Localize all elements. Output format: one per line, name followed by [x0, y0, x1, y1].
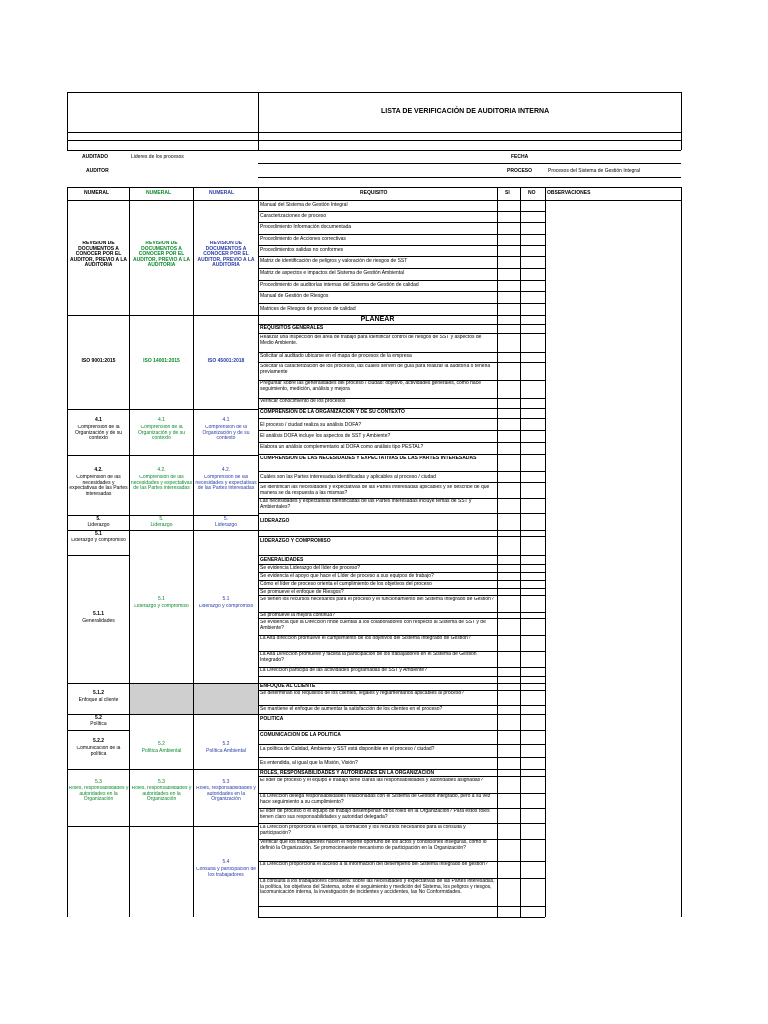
requisito-item: Se evidencia Liderazgo del líder de proceso? — [260, 565, 361, 571]
numeral-5-2-45001-text: Política Ambiental — [206, 748, 246, 754]
numeral-5-3-14001-text: Roles, responsabilidades y autoridades en la Organización — [131, 786, 192, 803]
numeral-5-2-14001: 5.2 — [158, 741, 165, 747]
auditado-label: AUDITADO — [82, 154, 109, 160]
section-heading: POLITICA — [260, 716, 284, 722]
numeral-4-1-14001-text: Comprensión de la Organización y de su contexto — [138, 425, 185, 442]
rule — [67, 826, 258, 827]
section-heading: COMPRENSION DE LA ORGANIZACIÓN Y DE SU CONTEXTO — [260, 409, 405, 415]
requisito-item: Procedimiento de auditorías internas del Sistema de Gestión de calidad — [260, 282, 419, 288]
numeral-5-1-9001: 5.1 — [95, 531, 102, 537]
numeral-4-1-9001-text: Comprensión de la Organización y de su contexto — [75, 425, 122, 442]
numeral-5-3-45001-text: Roles, responsabilidades y autoridades en la Organización — [196, 786, 256, 803]
requisito-item: Se evidencia el apoyo que hace el Líder de proceso a sus equipos de trabajo? — [260, 573, 434, 579]
requisito-row-line — [258, 280, 545, 281]
requisito-row-line — [258, 430, 545, 431]
requisito-item: La política de Calidad, Ambiente y SST está disponible en el proceso / ciudad? — [260, 746, 435, 752]
requisito-row-line — [258, 442, 545, 443]
numeral-5-9001-text: Liderazgo — [87, 522, 110, 528]
col-si: SI — [505, 190, 510, 196]
requisito-row-line — [258, 333, 545, 334]
requisito-item: Se promueve la mejora continua? — [260, 612, 335, 618]
numeral-5-1-14001: 5.1 — [158, 596, 165, 602]
requisito-row-line — [258, 256, 545, 257]
requisito-item: Se determinan los requisitos de los clientes, legales y reglamentarios aplicables al proceso? — [260, 691, 464, 696]
requisito-row-line — [258, 530, 545, 531]
section-heading: COMPRENSION DE LAS NECESIDADES Y EXPECTATIVAS DE LAS PARTES INTERESADAS — [260, 456, 477, 461]
requisito-row-line — [258, 917, 545, 918]
iso-14001-label: ISO 14001:2015 — [143, 358, 180, 364]
requisito-item: Se promueve el enfoque de Riesgos? — [260, 589, 344, 595]
numeral-4-1-45001: 4.1 — [222, 417, 230, 423]
requisito-item: Las necesidades y expectativas identificadas de las Partes interesadas incluye temas de SST y Ambientales? — [260, 499, 472, 510]
iso-45001-label: ISO 45001:2018 — [207, 358, 245, 364]
rule — [258, 177, 681, 178]
requisito-item: La Dirección delega responsabilidades relacionadas con el Sistema de Gestión integrado, pero a su vez hace seguimiento a su cumplimiento? — [260, 794, 491, 805]
col-numeral-14001: NUMERAL — [146, 190, 171, 196]
requisito-item: La Dirección proporciona el acceso a la información del desempeño del Sistema Integrado de gestión? — [260, 862, 488, 867]
requisito-item: La Dirección proporciona el tiempo, la formación y los recursos necesarios para la consulta y participación? — [260, 825, 466, 836]
requisito-row-line — [258, 234, 545, 235]
auditado-value: Lideres de los procesos — [131, 154, 184, 160]
section-heading: REQUISITOS GENERALES — [260, 325, 324, 331]
numeral-5-1-2: 5.1.2 — [92, 690, 105, 696]
numeral-5-9001: 5. — [96, 516, 101, 522]
requisito-row-line — [258, 303, 545, 304]
proceso-value: Procesos del Sistema de Gestión Integral — [548, 168, 640, 174]
requisito-item: Cómo el líder de proceso orienta el cumplimiento de los objetivos del proceso — [260, 581, 432, 587]
numeral-4-2-9001-text: Comprensión de las necesidades y expectativas de las Partes interesadas — [69, 475, 128, 497]
requisito-item: Se mantiene el enfoque de aumentar la satisfacción de los clientes en el proceso? — [260, 706, 443, 712]
section-heading: ENFOQUE AL CLIENTE — [260, 683, 316, 689]
rule — [258, 92, 259, 150]
col-numeral-9001: NUMERAL — [84, 190, 109, 196]
requisito-item: El análisis DOFA incluye los aspectos de SST y Ambiente? — [260, 433, 391, 439]
requisito-row-line — [258, 676, 545, 677]
numeral-5-3-45001: 5.3 — [222, 779, 230, 785]
numeral-5-1-9001-text: Liderazgo y compromiso — [71, 538, 126, 543]
rule — [681, 92, 682, 150]
requisito-row-line — [258, 536, 545, 537]
rule — [67, 200, 681, 201]
auditor-label: AUDITOR — [86, 168, 109, 174]
revision-documentos-9001: REVISION DE DOCUMENTOS A CONOCER POR EL AUDITOR, PREVIO A LA AUDITORIA — [69, 241, 128, 269]
rule — [67, 92, 681, 93]
requisito-item: La Dirección participa de las actividades programadas de SST y Ambiente? — [260, 667, 427, 673]
requisito-row-line — [258, 471, 545, 472]
requisito-item: La Alta Dirección promueve y facilita la participación de los trabajadores en el Sistema de Gestión Integrado? — [260, 652, 477, 663]
requisito-item: Se evidencia que la Dirección rinde cuentas a los colaboradores con respecto al Sistema de SST y de Ambiente? — [260, 620, 486, 631]
rule — [258, 163, 681, 164]
rule — [67, 455, 258, 456]
requisito-row-line — [258, 268, 545, 269]
numeral-5-2-2-text: Comunicación de la política — [76, 746, 121, 757]
requisito-item: Verificar conocimiento de los procesos — [260, 398, 346, 404]
requisito-item: Se identifican las necesidades y expectativas de las Partes interesadas aplicables y se describe de qué manera se da respuesta a las mismas? — [260, 485, 490, 496]
numeral-5-45001-text: Liderazgo — [215, 522, 237, 528]
col-no: NO — [528, 190, 536, 196]
numeral-5-3-9001: 5.3 — [95, 779, 102, 785]
numeral-5-3-14001: 5.3 — [158, 779, 165, 785]
requisito-item: Preguntar sobre las generalidades del proceso / ciudad: objetivo, actividades generales, cómo hace seguimiento, medición, análisis y mejora — [260, 381, 481, 392]
numeral-5-2-45001: 5.2 — [222, 741, 230, 747]
requisito-row-line — [258, 291, 545, 292]
requisito-row-line — [258, 744, 545, 745]
section-heading: ROLES, RESPONSABILIDADES Y AUTORIDADES EN LA ORGANIZACIÓN — [260, 770, 435, 776]
requisito-item: Realizar una inspección del área de trabajo para identificar control de riesgos de SST y aspectos de Medio Ambiente. — [260, 335, 482, 346]
rule — [67, 132, 681, 133]
requisito-item: Caracterizaciones de proceso — [260, 213, 327, 219]
col-requisito: REQUISITO — [360, 190, 388, 196]
requisito-row-line — [258, 513, 545, 514]
numeral-5-1-45001-text: Liderazgo y compromiso — [198, 604, 254, 609]
requisito-item: El líder de proceso y el equipo e trabajo tiene claras las responsabilidades y autoridades asignadas? — [260, 778, 483, 783]
page-title: LISTA DE VERIFICACIÓN DE AUDITORIA INTERNA — [381, 108, 550, 115]
requisito-row-line — [258, 555, 545, 556]
rule — [67, 92, 68, 150]
numeral-4-2-45001-text: Comprensión de las necesidades y expectativas de las Partes interesadas — [195, 475, 257, 492]
rule — [67, 315, 258, 316]
col-observaciones: OBSERVACIONES — [547, 190, 591, 196]
revision-documentos-14001: REVISION DE DOCUMENTOS A CONOCER POR EL AUDITOR, PREVIO A LA AUDITORIA — [132, 241, 191, 269]
requisito-row-line — [258, 245, 545, 246]
rule — [67, 150, 681, 151]
requisito-item: Se tienen los recursos necesarios para el proceso y el funcionamiento del Sistema Integrado de Gestión? — [260, 597, 494, 602]
requisito-item: Solicitar la caracterización de los procesos, las cuales serven de guía para realizar la auditoría o tenerla previamente — [260, 364, 491, 375]
requisito-item: Es entendida, al igual que la Misión, Visión? — [260, 760, 358, 766]
requisito-row-line — [258, 454, 545, 455]
requisito-row-line — [258, 418, 545, 419]
fecha-label: FECHA — [511, 154, 529, 160]
numeral-5-1-1: 5.1.1 — [92, 611, 105, 617]
section-heading: LIDERAZGO — [260, 518, 290, 524]
requisito-item: La consulta a los trabajadores considera: sobre las necesidades y expectativas de las Partes interesadas, la política, los objetivos del Sistema, sobre el seguimiento y medición del Sistema, los peligros y riesgos, lacomunicación interna, la investigación de incidentes y accidentes, las No Conformidades. — [260, 879, 495, 896]
numeral-5-1-1-text: Generalidades — [82, 618, 115, 624]
numeral-4-1-45001-text: Comprensión de la Organización y de su contexto — [202, 425, 250, 442]
requisito-item: El líder de proceso o el equipo de trabajo desempeñan otros roles en la Organización? Para estos roles tienen claro sus responsabilidades y autoridad delegada? — [260, 809, 490, 820]
requisito-item: Manual de Gestión de Riesgos — [260, 293, 329, 299]
numeral-5-1-2-text: Enfoque al cliente — [78, 697, 119, 703]
requisito-item: Procedimiento de Acciones correctivas — [260, 236, 346, 242]
requisito-item: Solicitar al auditado ubicarse en el mapa de procesos de la empresa — [260, 353, 412, 359]
numeral-4-2-9001: 4.2. — [94, 467, 103, 473]
numeral-5-14001-text: Liderazgo — [150, 522, 173, 528]
requisito-item: Cuáles son las Partes interesadas identificadas y aplicables al proceso / ciudad — [260, 474, 436, 480]
section-planear: PLANEAR — [360, 316, 395, 323]
requisito-item: Verificar que los trabajadores hacen el reporte oportuno de los actos y condiciones inseguras, como lo definió la Organización. Se promocionaeste mecanismo de participación en la Organización? — [260, 840, 487, 851]
requisito-item: Matriz de identificación de peligros y valoración de riesgos de SST — [260, 258, 408, 264]
rule — [67, 140, 681, 141]
numeral-5-1-14001-text: Liderazgo y compromiso — [134, 604, 189, 609]
numeral-5-4-45001-text: Consulta y participación de los trabajadores — [195, 867, 257, 878]
numeral-5-1-45001: 5.1 — [222, 596, 230, 602]
requisito-row-line — [258, 482, 545, 483]
requisito-item: El proceso / ciudad realiza su análisis DOFA? — [260, 422, 362, 428]
numeral-5-2-9001-text: Política — [90, 721, 107, 727]
numeral-4-1-9001: 4.1 — [95, 417, 102, 423]
section-heading: GENERALIDADES — [260, 557, 304, 563]
requisito-item: Elabora un análisis complementario al DOFA como análisis tipo PESTAL? — [260, 444, 424, 450]
requisito-row-line — [258, 823, 545, 824]
requisito-row-line — [258, 211, 545, 212]
rule — [545, 187, 546, 917]
numeral-5-2-2: 5.2.2 — [92, 738, 105, 744]
rule — [67, 409, 258, 410]
requisito-row-line — [258, 757, 545, 758]
numeral-4-2-14001: 4.2. — [157, 467, 166, 473]
rule — [67, 730, 129, 731]
numeral-4-2-45001: 4.2. — [221, 467, 231, 473]
revision-documentos-45001: REVISION DE DOCUMENTOS A CONOCER POR EL AUDITOR, PREVIO A LA AUDITORIA — [197, 241, 255, 269]
proceso-label: PROCESO — [507, 168, 533, 174]
requisito-row-line — [258, 222, 545, 223]
col-numeral-45001: NUMERAL — [209, 190, 234, 196]
rule — [67, 769, 258, 770]
section-heading: LIDERAZGO Y COMPROMISO — [260, 538, 331, 544]
requisito-item: Matriz de aspectos e impactos del Sistema de Gestión Ambiental — [260, 270, 404, 276]
numeral-5-14001: 5. — [159, 516, 164, 522]
numeral-5-4-45001: 5.4 — [222, 859, 230, 865]
rule — [67, 187, 681, 188]
requisito-item: Matrices de Riesgos de proceso de calidad — [260, 306, 356, 312]
empty-cell — [130, 684, 193, 714]
numeral-4-2-14001-text: Comprensión de las necesidades y expectativas de las Partes interesadas — [130, 475, 193, 492]
requisito-item: Procedimiento Información documentada — [260, 224, 352, 230]
numeral-5-3-9001-text: Roles, responsabilidades y autoridades en la Organización — [68, 786, 129, 803]
numeral-5-2-9001: 5.2 — [95, 715, 102, 721]
requisito-item: La Alta dirección promueve el cumplimiento de los objetivos del Sistema Integrado de Gestión? — [260, 636, 471, 641]
iso-9001-label: ISO 9001:2015 — [81, 358, 116, 364]
numeral-4-1-14001: 4.1 — [158, 417, 165, 423]
requisito-row-line — [258, 362, 545, 363]
requisito-row-line — [258, 714, 545, 715]
empty-cell — [194, 684, 258, 714]
numeral-5-45001: 5. — [223, 516, 229, 522]
rule — [67, 555, 129, 556]
requisito-row-line — [258, 730, 545, 731]
numeral-5-2-14001-text: Política Ambiental — [141, 748, 182, 754]
rule — [681, 187, 682, 917]
requisito-item: Manual del Sistema de Gestión Integral — [260, 202, 348, 208]
section-heading: COMUNICACION DE LA POLITICA — [260, 732, 341, 738]
requisito-item: Procedimientos salidas no conformes — [260, 247, 344, 253]
